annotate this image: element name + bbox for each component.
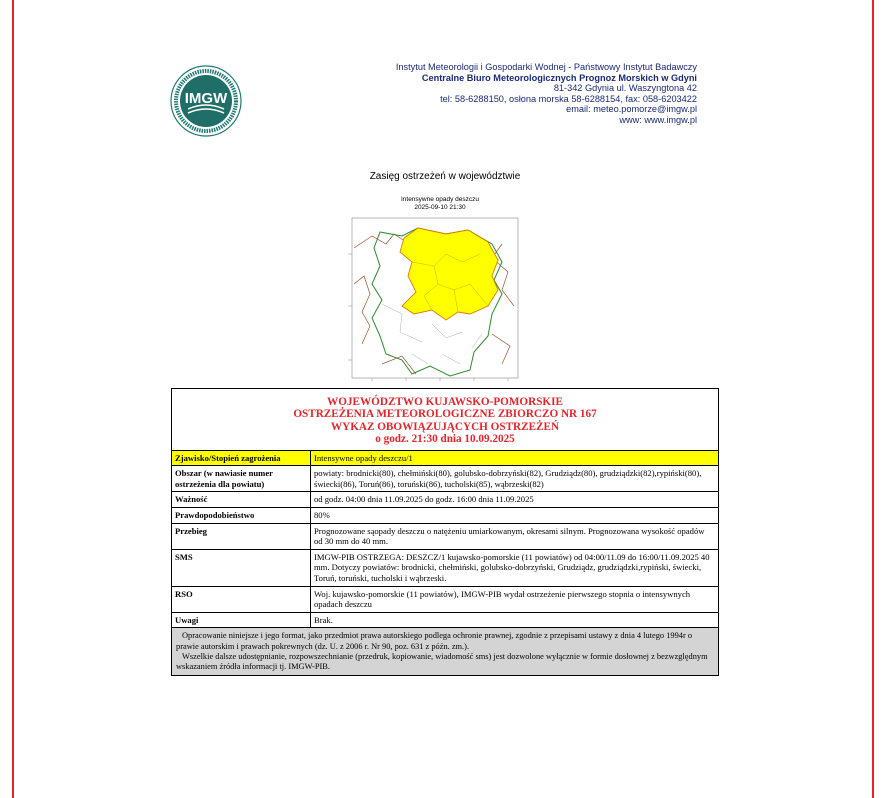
copyright-paragraph: Opracowanie niniejsze i jego format, jako przedmiot prawa autorskiego podlega ochronie prawnej, zgodnie z przepisami ustawy z dnia 4 lutego 1994r o prawie autorskim i prawach pokrewnych (dz. U. z 2006 r. Nr 90, poz. 631 z późn. zm.). <box>176 631 693 651</box>
map-caption <box>340 196 540 212</box>
row-value: Intensywne opady deszczu/1 <box>314 452 413 463</box>
row-value: Woj. kujawsko-pomorskie (11 powiatów), IMGW-PIB wydał ostrzeżenie pierwszego stopnia o intensywnych opadach deszczu <box>314 588 691 610</box>
bulletin-title-number: OSTRZEŻENIA METEOROLOGICZNE ZBIORCZO NR 167 <box>293 408 597 421</box>
row-key: Ważność <box>172 492 311 507</box>
warning-bulletin <box>171 388 719 676</box>
right-margin-line <box>872 0 874 798</box>
row-value: Brak. <box>314 614 333 625</box>
row-key: Obszar (w nawiasie numer ostrzeżenia dla powiatu) <box>172 466 311 491</box>
row-key: Uwagi <box>172 613 311 628</box>
row-value: od godz. 04:00 dnia 11.09.2025 do godz. 16:00 dnia 11.09.2025 <box>314 494 534 505</box>
bulletin-header <box>172 389 718 451</box>
row-value: IMGW-PIB OSTRZEGA: DESZCZ/1 kujawsko-pomorskie (11 powiatów) od 04:00/11.09 do 16:00/11.09.2025 40 mm. Dotyczy powiatów: brodnicki, chełmiński, golubsko-dobrzyński, Grudziądz, grudziądzki,rypiński, świecki, Toruń, toruński, tucholski i wąbrzeski. <box>314 551 710 583</box>
row-key: SMS <box>172 550 311 586</box>
org-line: tel: 58-6288150, osłona morska 58-6288154, fax: 058-6203422 <box>440 93 697 104</box>
row-value: 80% <box>314 510 330 520</box>
map-ticks-x <box>372 378 508 381</box>
bulletin-title-region: WOJEWÓDZTWO KUJAWSKO-POMORSKIE <box>327 396 563 408</box>
org-email[interactable]: email: meteo.pomorze@imgw.pl <box>566 104 697 115</box>
copyright-paragraph: Wszelkie dalsze udostępnianie, rozpowszechnianie (przedruk, kopiowanie, wiadomość sms) jest dozwolone wyłącznie w formie dosłownej z bezwzględnym wskazaniem źródła informacji tj. IMGW-PIB. <box>176 651 708 671</box>
table-row <box>172 466 718 492</box>
row-key: Przebieg <box>172 524 311 549</box>
warning-area <box>400 228 498 320</box>
row-key: Prawdopodobieństwo <box>172 508 311 523</box>
table-row <box>172 524 718 550</box>
row-value: Prognozowane sąopady deszczu o natężeniu umiarkowanym, okresami silnym. Prognozowana wysokość opadów od 30 mm do 40 mm. <box>314 525 705 547</box>
table-row <box>172 550 718 587</box>
logo-text: IMGW <box>184 90 228 107</box>
org-website[interactable]: www: www.imgw.pl <box>619 114 697 125</box>
left-margin-line <box>12 0 14 798</box>
table-row <box>172 613 718 629</box>
row-key: Zjawisko/Stopień zagrożenia <box>172 451 311 466</box>
warning-map <box>342 214 522 386</box>
table-row <box>172 451 718 467</box>
table-row <box>172 492 718 508</box>
range-title: Zasięg ostrzeżeń w województwie <box>369 171 521 182</box>
row-value: powiaty: brodnicki(80), chełmiński(80), golubsko-dobrzyński(82), Grudziądz(80), grudziądzki(82),rypiński(80), świecki(86), Toruń(86), toruński(86), tucholski(85), wąbrzeski(82) <box>314 468 702 489</box>
copyright-notice <box>172 628 718 675</box>
org-line: 81-342 Gdynia ul. Waszyngtona 42 <box>553 83 697 94</box>
bulletin-title-time: o godz. 21:30 dnia 10.09.2025 <box>375 433 515 446</box>
map-caption-datetime: 2025-09-10 21:30 <box>414 204 466 211</box>
row-key: RSO <box>172 587 311 612</box>
table-row <box>172 587 718 613</box>
organization-header <box>396 62 697 126</box>
bulletin-title-list: WYKAZ OBOWIĄZUJĄCYCH OSTRZEŻEŃ <box>330 420 560 433</box>
org-line: Centralne Biuro Meteorologicznych Prognoz Morskich w Gdyni <box>421 72 697 83</box>
table-row <box>172 508 718 524</box>
map-caption-phenomenon: Intensywne opady deszczu <box>400 196 480 203</box>
imgw-logo <box>170 65 242 137</box>
org-line: Instytut Meteorologii i Gospodarki Wodnej - Państwowy Instytut Badawczy <box>395 62 697 72</box>
map-ticks-y <box>348 254 352 360</box>
